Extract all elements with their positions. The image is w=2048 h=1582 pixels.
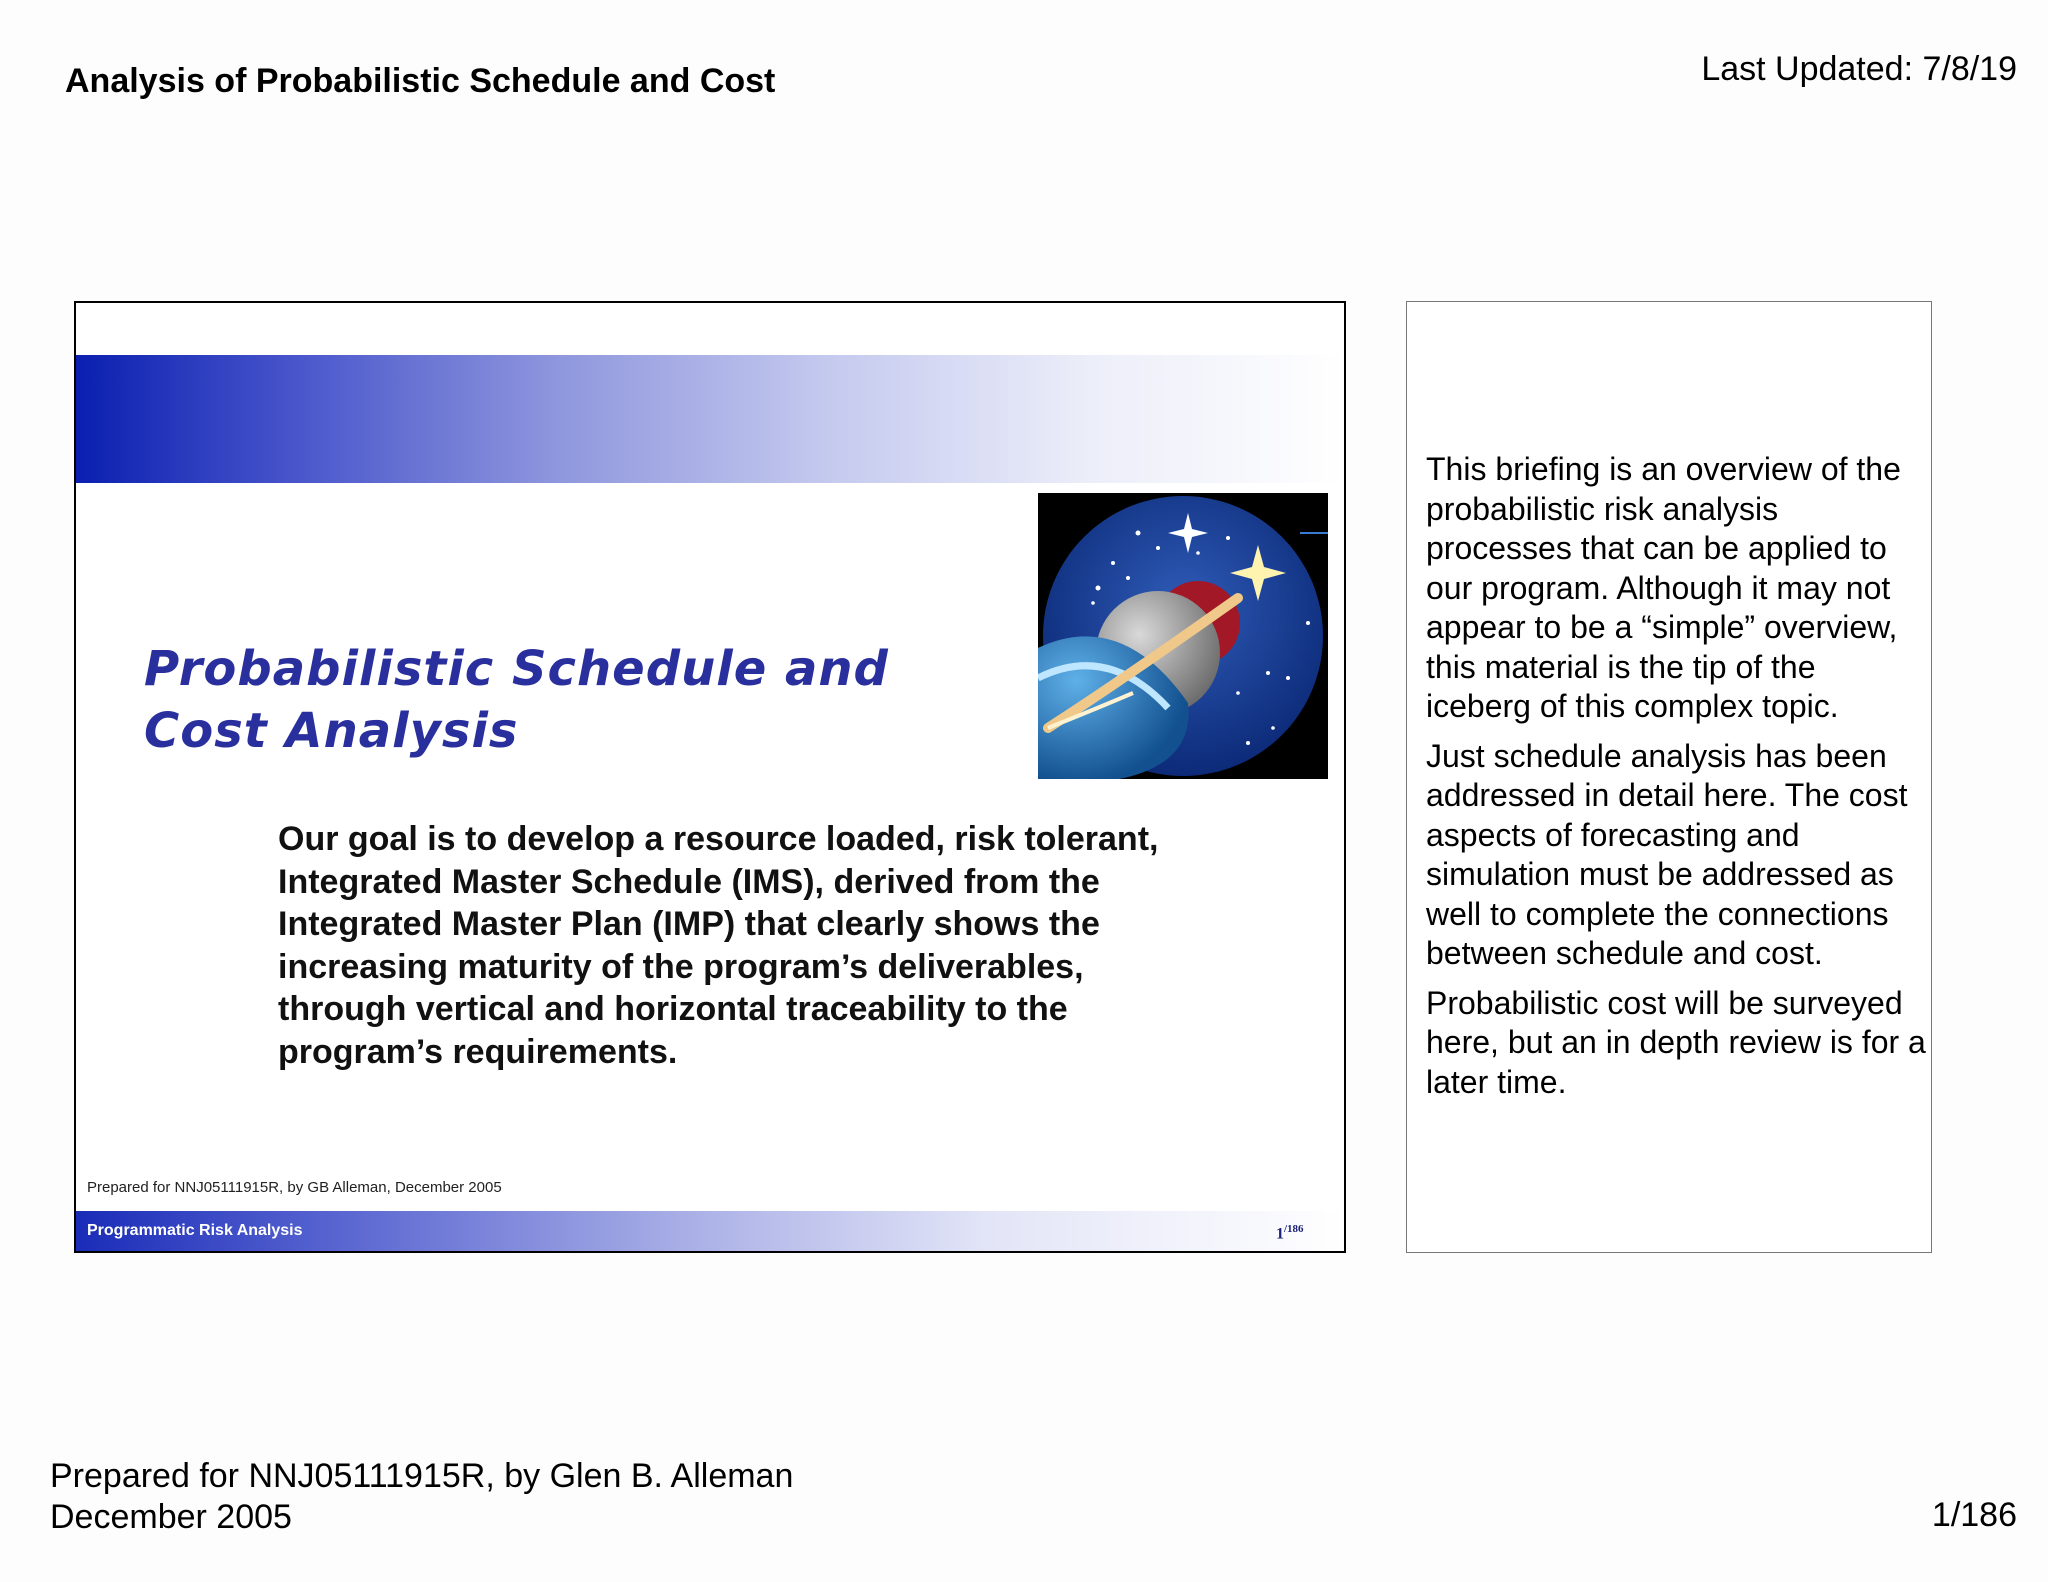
footer-prepared-line1: Prepared for NNJ05111915R, by Glen B. Alleman <box>50 1457 794 1495</box>
footer-page-number: 1/186 <box>1931 1496 2017 1534</box>
slide-footer-label: Programmatic Risk Analysis <box>87 1222 303 1239</box>
notes-body <box>1426 450 1926 1112</box>
notes-paragraph-3: Probabilistic cost will be surveyed here, but an in depth review is for a later time. <box>1426 984 1926 1100</box>
slide-prepared-note: Prepared for NNJ05111915R, by GB Alleman, December 2005 <box>87 1179 502 1196</box>
last-updated: Last Updated: 7/8/19 <box>1701 50 2017 88</box>
footer-prepared <box>50 1456 793 1538</box>
slide-thumbnail <box>74 301 1346 1253</box>
footer-prepared-line2: December 2005 <box>50 1498 292 1536</box>
mission-emblem-icon <box>1038 493 1328 779</box>
slide-title-line1: Probabilistic Schedule and <box>144 641 889 697</box>
page-header-title: Analysis of Probabilistic Schedule and Cost <box>65 62 776 100</box>
slide-page-current: 1 <box>1276 1225 1284 1243</box>
slide-page-total: /186 <box>1284 1223 1304 1235</box>
slide-title-line2: Cost Analysis <box>144 703 519 759</box>
slide-title <box>144 638 944 762</box>
slide-page-number <box>1276 1223 1304 1243</box>
slide-footer-band <box>76 1211 1346 1253</box>
slide-header-band <box>76 355 1346 483</box>
slide-goal-text: Our goal is to develop a resource loaded, risk tolerant, Integrated Master Schedule (IMS), derived from the Integrated Master Plan (IMP) that clearly shows the increasing maturity of the program’s deliverables, through vertical and horizontal traceability to the program’s requirements. <box>278 820 1159 1071</box>
notes-paragraph-1: This briefing is an overview of the probabilistic risk analysis processes that can be applied to our program. Although it may not appear to be a “simple” overview, this material is the tip of the iceberg of this complex topic. <box>1426 451 1901 724</box>
notes-paragraph-2: Just schedule analysis has been addressed in detail here. The cost aspects of forecasting and simulation must be addressed as well to complete the connections between schedule and cost. <box>1426 737 1908 971</box>
speaker-notes-panel <box>1406 301 1932 1253</box>
